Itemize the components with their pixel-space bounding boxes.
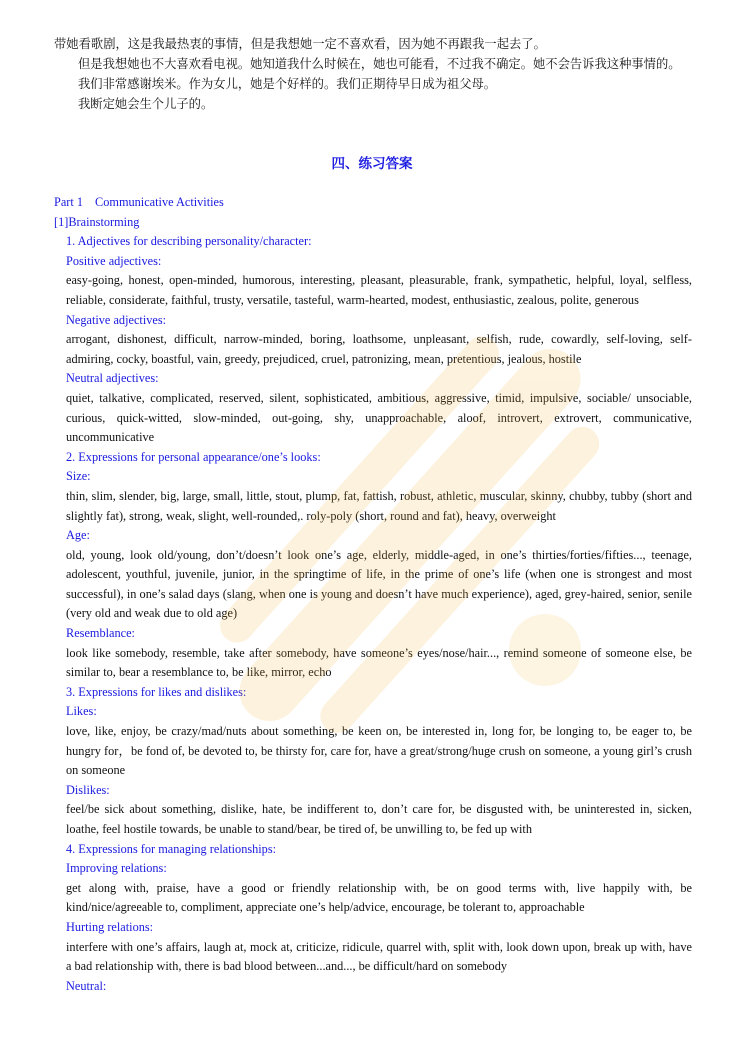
group-title: 4. Expressions for managing relationships: (66, 841, 277, 856)
sub-label: Negative adjectives: (66, 312, 167, 327)
chinese-translation-text (54, 34, 692, 114)
word-list: quiet, talkative, complicated, reserved, silent, sophisticated, ambitious, aggressive, timid, impulsive, sociable/ unsociable, curious, quick-witted, slow-minded, out-going, shy, unapproachable, aloof, introvert, extrovert, communicative, uncommunicative (66, 390, 692, 445)
intro-paragraph-1: 带她看歌剧，这是我最热衷的事情，但是我想她一定不喜欢看，因为她不再跟我一起去了。 (54, 37, 546, 51)
group-title: 2. Expressions for personal appearance/one’s looks: (66, 449, 321, 464)
word-list: feel/be sick about something, dislike, hate, be indifferent to, don’t care for, be disgusted with, be uninterested in, sicken, loathe, feel hostile towards, be unable to stand/bear, be tired of, be unwilling to, be fed up with (66, 802, 692, 836)
sub-label: Size: (66, 469, 91, 484)
sub-label: Positive adjectives: (66, 253, 162, 268)
sub-label: Neutral: (66, 978, 107, 993)
intro-paragraph-2: 但是我想她也不大喜欢看电视。她知道我什么时候在，她也可能看，不过我不确定。她不会告诉我这种事情的。 (78, 57, 681, 71)
intro-paragraph-3: 我们非常感谢埃米。作为女儿，她是个好样的。我们正期待早日成为祖父母。 (78, 77, 497, 91)
word-list: arrogant, dishonest, difficult, narrow-minded, boring, loathsome, unpleasant, selfish, rude, cowardly, self-loving, self-admiring, cocky, boastful, vain, greedy, prejudiced, cruel, patronizing, mean, pretentious, jealous, hostile (66, 332, 692, 366)
word-list: old, young, look old/young, don’t/doesn’t look one’s age, elderly, middle-aged, in one’s thirties/forties/fifties..., teenage, adolescent, youthful, juvenile, junior, in the springtime of life, in the prime of one’s life (when one is strongest and most successful), in one’s salad days (slang, when one is young and doesn’t have much experience), aged, grey-haired, senior, senile (very old and weak due to old age) (66, 547, 692, 621)
word-list: look like somebody, resemble, take after somebody, have someone’s eyes/nose/hair..., remind someone of someone else, be similar to, bear a resemblance to, be like, mirror, echo (66, 645, 692, 680)
group-title: 3. Expressions for likes and dislikes: (66, 684, 247, 699)
sub-label: Dislikes: (66, 782, 110, 797)
sub-label: Likes: (66, 704, 97, 719)
part-title (54, 193, 692, 213)
part-name: Communicative Activities (95, 195, 224, 209)
section-title: [1]Brainstorming (54, 214, 140, 229)
exercise-answers (54, 193, 692, 996)
section-heading: 四、练习答案 (331, 156, 413, 172)
sub-label: Improving relations: (66, 861, 167, 876)
word-list: get along with, praise, have a good or friendly relationship with, be on good terms with, live happily with, be kind/nice/agreeable to, compliment, appreciate one’s help/advice, encourage, be tolerant to, approachable (66, 880, 692, 915)
intro-paragraph-4: 我断定她会生个儿子的。 (78, 97, 214, 111)
sub-label: Neutral adjectives: (66, 371, 159, 386)
part-label: Part 1 (54, 195, 84, 209)
word-list: interfere with one’s affairs, laugh at, mock at, criticize, ridicule, quarrel with, split with, look down upon, break up with, have a bad relationship with, there is bad blood between...and..., be difficult/hard on somebody (66, 939, 692, 974)
sub-label: Resemblance: (66, 626, 135, 641)
group-title: 1. Adjectives for describing personality/character: (66, 234, 312, 249)
sub-label: Hurting relations: (66, 919, 154, 934)
sub-label: Age: (66, 528, 90, 543)
word-list: thin, slim, slender, big, large, small, little, stout, plump, fat, fattish, robust, athletic, muscular, skinny, chubby, tubby (short and slightly fat), strong, weak, slight, well-rounded,. roly-poly (short, round and fat), heavy, overweight (66, 488, 692, 523)
word-list: love, like, enjoy, be crazy/mad/nuts about something, be keen on, be interested in, long for, be longing to, be eager to, be hungry for，be fond of, be devoted to, be thirsty for, care for, have a great/strong/huge crush on someone, a young girl’s crush on someone (66, 724, 692, 778)
word-list: easy-going, honest, open-minded, humorous, interesting, pleasant, pleasurable, frank, sympathetic, helpful, loyal, selfless, reliable, considerate, faithful, trusty, versatile, tasteful, warm-hearted, modest, enthusiastic, zealous, polite, generous (66, 273, 692, 307)
